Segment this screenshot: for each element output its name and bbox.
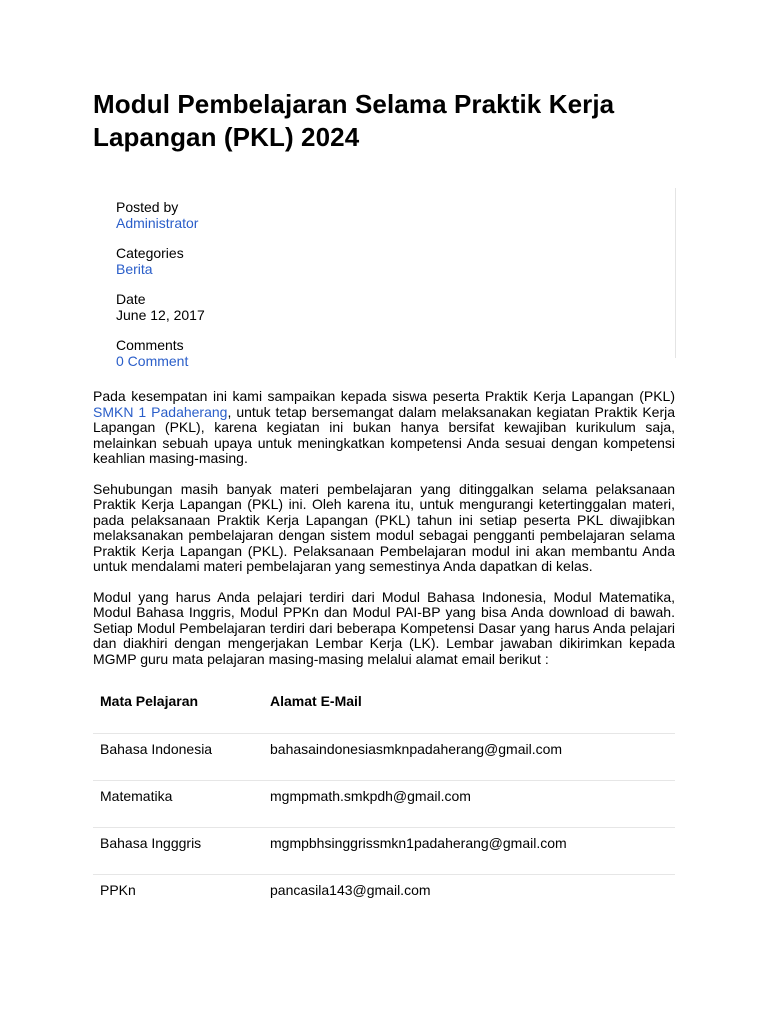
table-cell-subject: Bahasa Indonesia bbox=[93, 734, 263, 781]
meta-categories bbox=[116, 246, 675, 277]
meta-posted-by bbox=[116, 200, 675, 231]
page-title: Modul Pembelajaran Selama Praktik Kerja Lapangan (PKL) 2024 bbox=[93, 89, 615, 152]
paragraph-2: Sehubungan masih banyak materi pembelajaran yang ditinggalkan selama pelaksanaan Praktik Kerja Lapangan (PKL) ini. Oleh karena itu, untuk mengurangi ketertinggalan materi, pada pelaksanaan Praktik Kerja Lapangan (PKL) tahun ini setiap peserta PKL diwajibkan melaksanakan pembelajaran dengan sistem modul sebagai pengganti pembelajaran selama Praktik Kerja Lapangan (PKL). Pelaksanaan Pembelajaran modul ini akan membantu Anda untuk mendalami materi pembelajaran yang semestinya Anda dapatkan di kelas. bbox=[93, 480, 675, 574]
school-link[interactable]: SMKN 1 Padaherang bbox=[93, 403, 228, 420]
table-cell-subject: Matematika bbox=[93, 781, 263, 828]
comments-link[interactable]: 0 Comment bbox=[116, 352, 189, 369]
table-cell-subject: Bahasa Ingggris bbox=[93, 828, 263, 875]
table-cell-subject: PPKn bbox=[100, 882, 136, 898]
article-body bbox=[93, 389, 675, 667]
meta-divider bbox=[675, 188, 676, 358]
meta-comments bbox=[116, 338, 675, 369]
table-cell-email: pancasila143@gmail.com bbox=[270, 882, 431, 898]
meta-categories-label: Categories bbox=[116, 245, 184, 261]
table-cell-email: mgmpmath.smkpdh@gmail.com bbox=[263, 781, 675, 828]
category-link[interactable]: Berita bbox=[116, 260, 153, 277]
meta-posted-by-label: Posted by bbox=[116, 199, 179, 215]
table-row bbox=[93, 781, 675, 828]
paragraph-1-text-start: Pada kesempatan ini kami sampaikan kepada siswa peserta Praktik Kerja Lapangan (PKL) bbox=[93, 388, 675, 404]
author-link[interactable]: Administrator bbox=[116, 214, 199, 231]
meta-comments-label: Comments bbox=[116, 337, 184, 353]
paragraph-1 bbox=[93, 389, 675, 467]
column-header-email: Alamat E-Mail bbox=[263, 693, 675, 734]
paragraph-3: Modul yang harus Anda pelajari terdiri dari Modul Bahasa Indonesia, Modul Matematika, Modul Bahasa Inggris, Modul PPKn dan Modul PAI-BP yang bisa Anda download di bawah. Setiap Modul Pembelajaran terdiri dari beberapa Kompetensi Dasar yang harus Anda pelajari dan diakhiri dengan mengerjakan Lembar Kerja (LK). Lembar jawaban dikirimkan kepada MGMP guru mata pelajaran masing-masing melalui alamat email berikut : bbox=[93, 588, 675, 667]
paragraph-1-text-end: , untuk tetap bersemangat dalam melaksanakan kegiatan Praktik Kerja Lapangan (PKL), karena kegiatan ini bukan hanya bersifat kewajiban kurikulum saja, melainkan sebuah upaya untuk meningkatkan kompetensi Anda sesuai dengan kompetensi keahlian masing-masing. bbox=[93, 403, 675, 466]
table-cell-email: bahasaindonesiasmknpadaherang@gmail.com bbox=[263, 734, 675, 781]
table-row bbox=[93, 734, 675, 781]
table-cell-email: mgmpbhsinggrissmkn1padaherang@gmail.com bbox=[263, 828, 675, 875]
table-row bbox=[93, 828, 675, 875]
table-header-row bbox=[93, 693, 675, 734]
email-table bbox=[93, 693, 675, 921]
post-meta bbox=[116, 200, 675, 369]
table-row bbox=[93, 875, 675, 922]
meta-date-label: Date bbox=[116, 291, 146, 307]
article bbox=[93, 0, 675, 921]
meta-date-value: June 12, 2017 bbox=[116, 306, 205, 323]
column-header-subject: Mata Pelajaran bbox=[93, 693, 263, 734]
meta-date bbox=[116, 292, 675, 323]
